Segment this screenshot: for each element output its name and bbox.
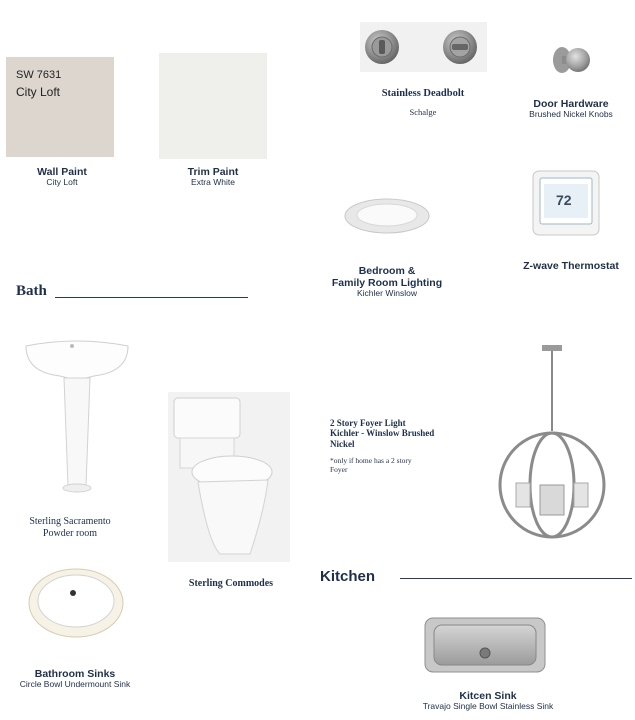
door-hardware-subtitle: Brushed Nickel Knobs xyxy=(529,109,613,120)
trim-paint-caption xyxy=(157,166,269,188)
thermostat-image xyxy=(532,170,600,236)
foyer-light-line1: 2 Story Foyer Light xyxy=(330,418,406,428)
pedestal-sink-title-line1: Sterling Sacramento xyxy=(29,516,111,527)
kitchen-sink-subtitle: Travajo Single Bowl Stainless Sink xyxy=(422,701,554,712)
deadbolt-image xyxy=(360,22,487,72)
deadbolt-subtitle: Schalge xyxy=(409,107,437,118)
bathroom-sinks-caption xyxy=(5,668,145,690)
wall-paint-title: Wall Paint xyxy=(37,166,87,178)
trim-paint-title: Trim Paint xyxy=(187,166,239,178)
wall-paint-caption xyxy=(6,166,118,188)
pedestal-sink-title-line2: Powder room xyxy=(42,527,98,539)
wall-paint-subtitle: City Loft xyxy=(46,177,78,188)
pedestal-sink-image xyxy=(24,336,130,496)
kitchen-sink-title: Kitcen Sink xyxy=(459,690,517,702)
chandelier-image xyxy=(498,345,606,545)
kitchen-sink-image xyxy=(424,617,546,673)
lighting-title-line2: Family Room Lighting xyxy=(331,277,443,290)
foyer-light-note-line1: *only if home has a 2 story xyxy=(330,456,412,466)
swatch-code: SW 7631 xyxy=(16,69,62,81)
foyer-light-line2: Kichler - Winslow Brushed xyxy=(330,428,435,439)
pedestal-sink-caption xyxy=(10,516,130,539)
bath-heading-rule xyxy=(55,297,248,298)
commodes-title: Sterling Commodes xyxy=(188,578,274,589)
commodes-caption xyxy=(170,578,292,590)
foyer-light-text xyxy=(330,418,460,474)
thermostat-caption xyxy=(515,260,627,272)
trim-paint-swatch xyxy=(159,53,267,159)
recessed-light-image xyxy=(343,194,431,236)
door-hardware-title: Door Hardware xyxy=(533,98,609,110)
kitchen-heading-rule xyxy=(400,578,632,579)
kitchen-sink-caption xyxy=(408,690,568,712)
foyer-light-line3: Nickel xyxy=(330,438,355,449)
thermostat-display: 72 xyxy=(556,192,572,208)
door-hardware-caption xyxy=(515,98,627,120)
bathroom-sinks-title: Bathroom Sinks xyxy=(34,668,116,680)
wall-paint-swatch xyxy=(6,57,114,157)
lighting-title-line1: Bedroom & xyxy=(358,265,416,277)
deadbolt-title: Stainless Deadbolt xyxy=(381,88,465,99)
swatch-name: City Loft xyxy=(16,85,61,99)
deadbolt-caption xyxy=(350,88,496,118)
foyer-light-note-line2: Foyer xyxy=(330,464,348,474)
door-knob-image xyxy=(550,42,592,78)
commode-image xyxy=(168,392,290,562)
thermostat-title: Z-wave Thermostat xyxy=(523,260,619,272)
undermount-sink-image xyxy=(27,567,125,639)
lighting-subtitle: Kichler Winslow xyxy=(357,288,417,299)
kitchen-heading: Kitchen xyxy=(320,568,376,585)
bathroom-sinks-subtitle: Circle Bowl Undermount Sink xyxy=(19,679,131,690)
trim-paint-subtitle: Extra White xyxy=(191,177,235,188)
bath-heading: Bath xyxy=(16,283,47,299)
lighting-caption xyxy=(322,265,452,299)
